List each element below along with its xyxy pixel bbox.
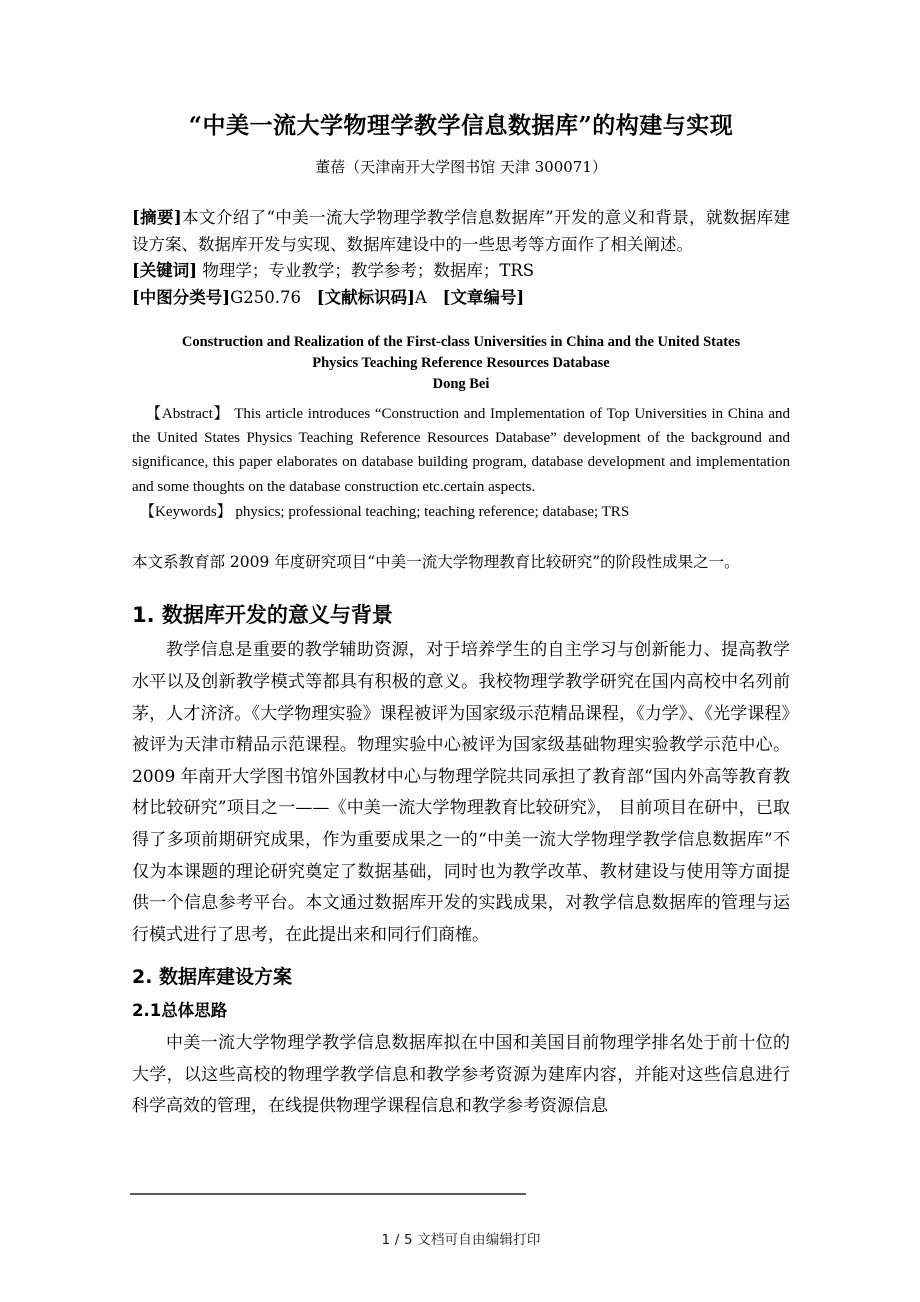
footer-divider (130, 1193, 526, 1195)
chinese-abstract-block (132, 205, 790, 312)
page-title: “中美一流大学物理学教学信息数据库”的构建与实现 (188, 112, 734, 139)
clc-label: [中图分类号] (132, 288, 231, 308)
english-keywords-text: physics; professional teaching; teaching reference; database; TRS (231, 503, 630, 520)
footer-page-indicator: 1 / 5 文档可自由编辑打印 (381, 1232, 541, 1248)
doc-code-label: [文献标识码] (316, 288, 415, 308)
section-heading-1: 1. 数据库开发的意义与背景 (132, 602, 393, 627)
english-abstract-text: This article introduces “Construction and Implementation of Top Universities in China and the United States Physics Teaching Reference Resources Database” development of the background and significance, this paper elaborates on database building program, database development and implementation and some thoughts on the database construction etc.certain aspects. (132, 405, 790, 495)
funding-note: 本文系教育部 2009 年度研究项目“中美一流大学物理教育比较研究”的阶段性成果之一。 (132, 553, 740, 572)
doc-code-value: A (414, 288, 427, 308)
english-keywords-label: 【Keywords】 (140, 503, 232, 520)
keywords-text: 物理学；专业教学；教学参考；数据库；TRS (197, 261, 535, 281)
english-title-line2: Physics Teaching Reference Resources Database (312, 354, 610, 371)
english-title-line1: Construction and Realization of the First-class Universities in China and the United States (181, 333, 741, 350)
english-abstract-paragraph (132, 396, 790, 499)
abstract-label: [摘要] (132, 208, 182, 228)
keywords-paragraph (132, 258, 790, 285)
classification-paragraph (132, 285, 790, 312)
section-1-paragraph: 教学信息是重要的教学辅助资源，对于培养学生的自主学习与创新能力、提高教学水平以及创新教学模式等都具有积极的意义。我校物理学教学研究在国内高校中名列前茅，人才济济。《大学物理实验》课程被评为国家级示范精品课程，《力学》、《光学课程》被评为天津市精品示范课程。物理实验中心被评为国家级基础物理实验教学示范中心。2009 年南开大学图书馆外国教材中心与物理学院共同承担了教育部“国内外高等教育教材比较研究”项目之一——《中美一流大学物理教育比较研究》， 目前项目在研中，已取得了多项前期研究成果，作为重要成果之一的“中美一流大学物理学教学信息数据库”不仅为本课题的理论研究奠定了数据基础，同时也为教学改革、教材建设与使用等方面提供一个信息参考平台。本文通过数据库开发的实践成果，对教学信息数据库的管理与运行模式进行了思考，在此提出来和同行们商榷。 (132, 640, 790, 945)
english-abstract-label: 【Abstract】 (146, 405, 230, 422)
section-heading-2: 2. 数据库建设方案 (132, 966, 293, 989)
author-affiliation: 董蓓（天津南开大学图书馆 天津 300071） (315, 158, 607, 177)
english-author: Dong Bei (432, 375, 490, 392)
page-content (132, 0, 790, 1123)
section-subheading-2-1: 2.1总体思路 (132, 1001, 228, 1021)
clc-value: G250.76 (230, 288, 302, 308)
section-2-paragraph: 中美一流大学物理学教学信息数据库拟在中国和美国目前物理学排名处于前十位的大学，以这些高校的物理学教学信息和教学参考资源为建库内容，并能对这些信息进行科学高效的管理，在线提供物理学课程信息和教学参考资源信息 (132, 1033, 790, 1117)
abstract-text: 本文介绍了“中美一流大学物理学教学信息数据库”开发的意义和背景，就数据库建设方案、数据库开发与实现、数据库建设中的一些思考等方面作了相关阐述。 (132, 208, 790, 254)
keywords-label: [关键词] (132, 261, 198, 281)
article-id-label: [文章编号] (442, 288, 525, 308)
abstract-paragraph (132, 205, 790, 258)
english-keywords-paragraph (132, 499, 790, 524)
